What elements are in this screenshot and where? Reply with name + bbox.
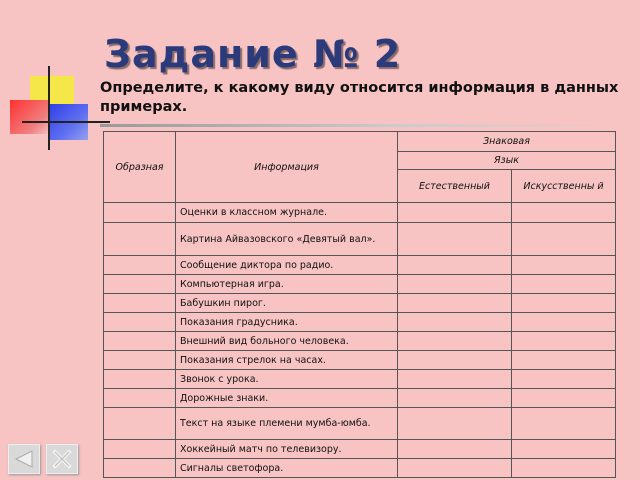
- cell-natural[interactable]: [398, 275, 512, 294]
- cell-information: Дорожные знаки.: [176, 389, 398, 408]
- cell-information: Сообщение диктора по радио.: [176, 256, 398, 275]
- cell-information: Компьютерная игра.: [176, 275, 398, 294]
- cell-figurative[interactable]: [104, 332, 176, 351]
- cell-information: Сигналы светофора.: [176, 459, 398, 478]
- cell-artificial[interactable]: [512, 389, 616, 408]
- slide-title: Задание № 2: [104, 32, 402, 76]
- cell-figurative[interactable]: [104, 389, 176, 408]
- cell-figurative[interactable]: [104, 294, 176, 313]
- header-artificial: Искусственны й: [512, 170, 616, 203]
- cell-natural[interactable]: [398, 370, 512, 389]
- cell-information: Текст на языке племени мумба-юмба.: [176, 408, 398, 440]
- cell-artificial[interactable]: [512, 223, 616, 256]
- task-instruction: Определите, к какому виду относится информация в данных примерах.: [100, 80, 619, 115]
- cell-information: Показания градусника.: [176, 313, 398, 332]
- cell-information: Бабушкин пирог.: [176, 294, 398, 313]
- cell-artificial[interactable]: [512, 256, 616, 275]
- cell-artificial[interactable]: [512, 313, 616, 332]
- table-row: [104, 203, 616, 223]
- cell-figurative[interactable]: [104, 256, 176, 275]
- cell-figurative[interactable]: [104, 408, 176, 440]
- decor-red-square: [10, 100, 50, 134]
- prev-slide-button[interactable]: [8, 444, 40, 474]
- cell-artificial[interactable]: [512, 294, 616, 313]
- table-row: [104, 275, 616, 294]
- header-information: Информация: [176, 132, 398, 203]
- cell-artificial[interactable]: [512, 440, 616, 459]
- cell-artificial[interactable]: [512, 351, 616, 370]
- cell-figurative[interactable]: [104, 440, 176, 459]
- cell-natural[interactable]: [398, 440, 512, 459]
- cell-figurative[interactable]: [104, 351, 176, 370]
- cell-natural[interactable]: [398, 313, 512, 332]
- table-row: [104, 440, 616, 459]
- header-language: Язык: [398, 152, 616, 170]
- cell-artificial[interactable]: [512, 275, 616, 294]
- table-row: [104, 294, 616, 313]
- table-row: [104, 351, 616, 370]
- cell-natural[interactable]: [398, 332, 512, 351]
- cell-natural[interactable]: [398, 294, 512, 313]
- cell-natural[interactable]: [398, 389, 512, 408]
- table-row: [104, 223, 616, 256]
- table-row: [104, 459, 616, 478]
- cell-figurative[interactable]: [104, 370, 176, 389]
- cell-artificial[interactable]: [512, 332, 616, 351]
- cell-artificial[interactable]: [512, 370, 616, 389]
- cell-figurative[interactable]: [104, 459, 176, 478]
- arrow-left-icon: [14, 450, 34, 468]
- cell-natural[interactable]: [398, 203, 512, 223]
- cell-information: Звонок с урока.: [176, 370, 398, 389]
- table-row: [104, 256, 616, 275]
- cell-artificial[interactable]: [512, 459, 616, 478]
- table-row: [104, 313, 616, 332]
- cell-figurative[interactable]: [104, 275, 176, 294]
- cell-information: Картина Айвазовского «Девятый вал».: [176, 223, 398, 256]
- decor-vertical-line: [48, 66, 50, 150]
- table-row: [104, 389, 616, 408]
- cell-information: Внешний вид больного человека.: [176, 332, 398, 351]
- cell-figurative[interactable]: [104, 313, 176, 332]
- cell-information: Хоккейный матч по телевизору.: [176, 440, 398, 459]
- cell-information: Показания стрелок на часах.: [176, 351, 398, 370]
- table-row: [104, 408, 616, 440]
- header-natural: Естественный: [398, 170, 512, 203]
- cell-figurative[interactable]: [104, 203, 176, 223]
- header-sign: Знаковая: [398, 132, 616, 152]
- classification-table: [103, 131, 616, 478]
- cell-figurative[interactable]: [104, 223, 176, 256]
- table-row: [104, 332, 616, 351]
- cell-natural[interactable]: [398, 256, 512, 275]
- title-divider: [100, 124, 606, 127]
- header-figurative: Образная: [104, 132, 176, 203]
- cell-natural[interactable]: [398, 223, 512, 256]
- decor-horizontal-line: [22, 121, 110, 123]
- cell-information: Оценки в классном журнале.: [176, 203, 398, 223]
- cell-natural[interactable]: [398, 351, 512, 370]
- cell-natural[interactable]: [398, 408, 512, 440]
- cell-artificial[interactable]: [512, 203, 616, 223]
- close-icon: [52, 449, 72, 469]
- close-button[interactable]: [46, 444, 78, 474]
- table-row: [104, 370, 616, 389]
- cell-natural[interactable]: [398, 459, 512, 478]
- cell-artificial[interactable]: [512, 408, 616, 440]
